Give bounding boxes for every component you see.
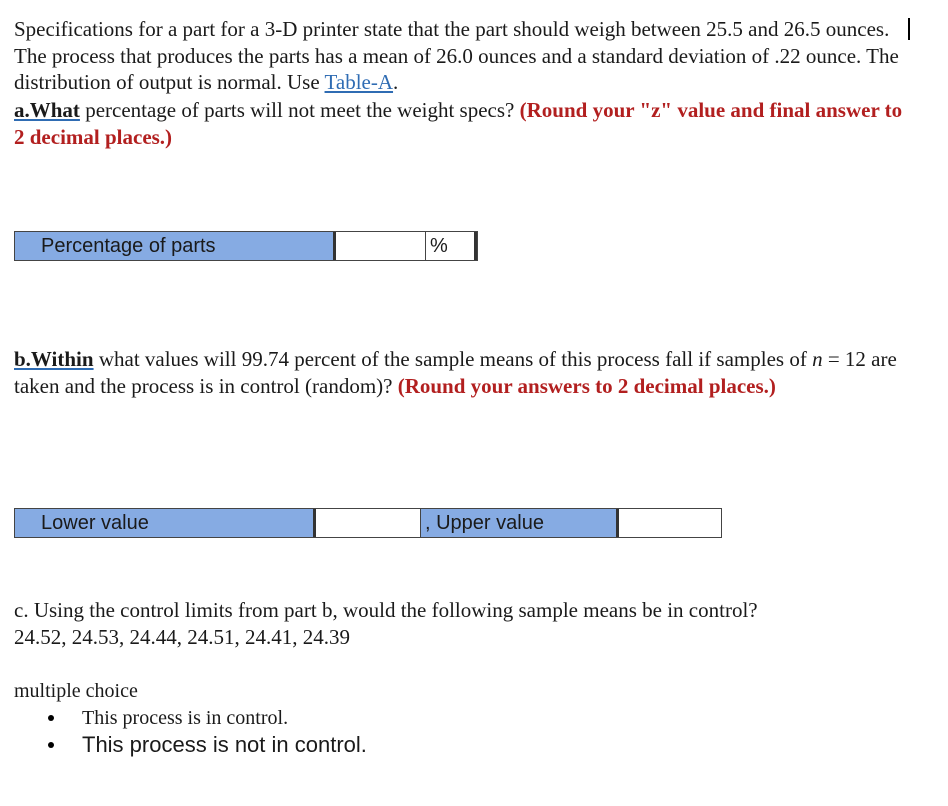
multiple-choice-title: multiple choice bbox=[14, 680, 138, 702]
multiple-choice bbox=[14, 678, 367, 758]
lower-value-input[interactable] bbox=[316, 510, 420, 538]
text-cursor bbox=[908, 18, 910, 40]
bullet-icon bbox=[48, 715, 54, 721]
part-a-label: a.What bbox=[14, 98, 80, 122]
lower-value-label: Lower value bbox=[15, 509, 316, 537]
percent-unit: % bbox=[426, 232, 477, 260]
part-b-text-2: = 12 are taken and the process is in control (random)? bbox=[14, 347, 897, 398]
upper-value-input-cell bbox=[619, 509, 721, 537]
option-label: This process is not in control. bbox=[82, 731, 367, 757]
part-b-text-1: what values will 99.74 percent of the sample means of this process fall if samples of bbox=[93, 347, 813, 371]
bullet-icon bbox=[48, 742, 54, 748]
upper-value-label: , Upper value bbox=[421, 509, 619, 537]
part-a-text: percentage of parts will not meet the weight specs? bbox=[79, 98, 520, 122]
option-not-in-control[interactable] bbox=[48, 731, 367, 758]
percentage-input[interactable] bbox=[336, 233, 425, 261]
part-b-question bbox=[14, 346, 914, 399]
lower-value-input-cell bbox=[316, 509, 421, 537]
part-a-hint: (Round your "z" value and final answer to 2 decimal places.) bbox=[14, 98, 903, 149]
part-b-hint: (Round your answers to 2 decimal places.) bbox=[397, 373, 776, 398]
table-a-link[interactable]: Table-A bbox=[324, 70, 394, 94]
upper-value-input[interactable] bbox=[619, 510, 721, 538]
part-a-question bbox=[14, 97, 914, 150]
part-b-answer-row bbox=[14, 508, 722, 538]
part-b-label: b.Within bbox=[14, 347, 94, 371]
percentage-label: Percentage of parts bbox=[15, 232, 336, 260]
option-in-control[interactable] bbox=[48, 704, 367, 731]
n-variable: n bbox=[812, 347, 823, 371]
intro-period: . bbox=[393, 70, 399, 94]
intro-text: Specifications for a part for a 3-D printer state that the part should weigh between 25.5 and 26.5 ounces. The process that produces the parts has a mean of 26.0 ounces and a standard deviation of .22 ounce. The distribution of output is normal. Use bbox=[14, 17, 899, 94]
part-a-answer-row bbox=[14, 231, 478, 261]
option-label: This process is in control. bbox=[82, 706, 289, 729]
intro-paragraph bbox=[14, 16, 914, 96]
percentage-input-cell bbox=[336, 232, 426, 260]
part-c-question: c. Using the control limits from part b, would the following sample means be in control? 24.52, 24.53, 24.44, 24.51, 24.41, 24.39 bbox=[14, 598, 758, 649]
